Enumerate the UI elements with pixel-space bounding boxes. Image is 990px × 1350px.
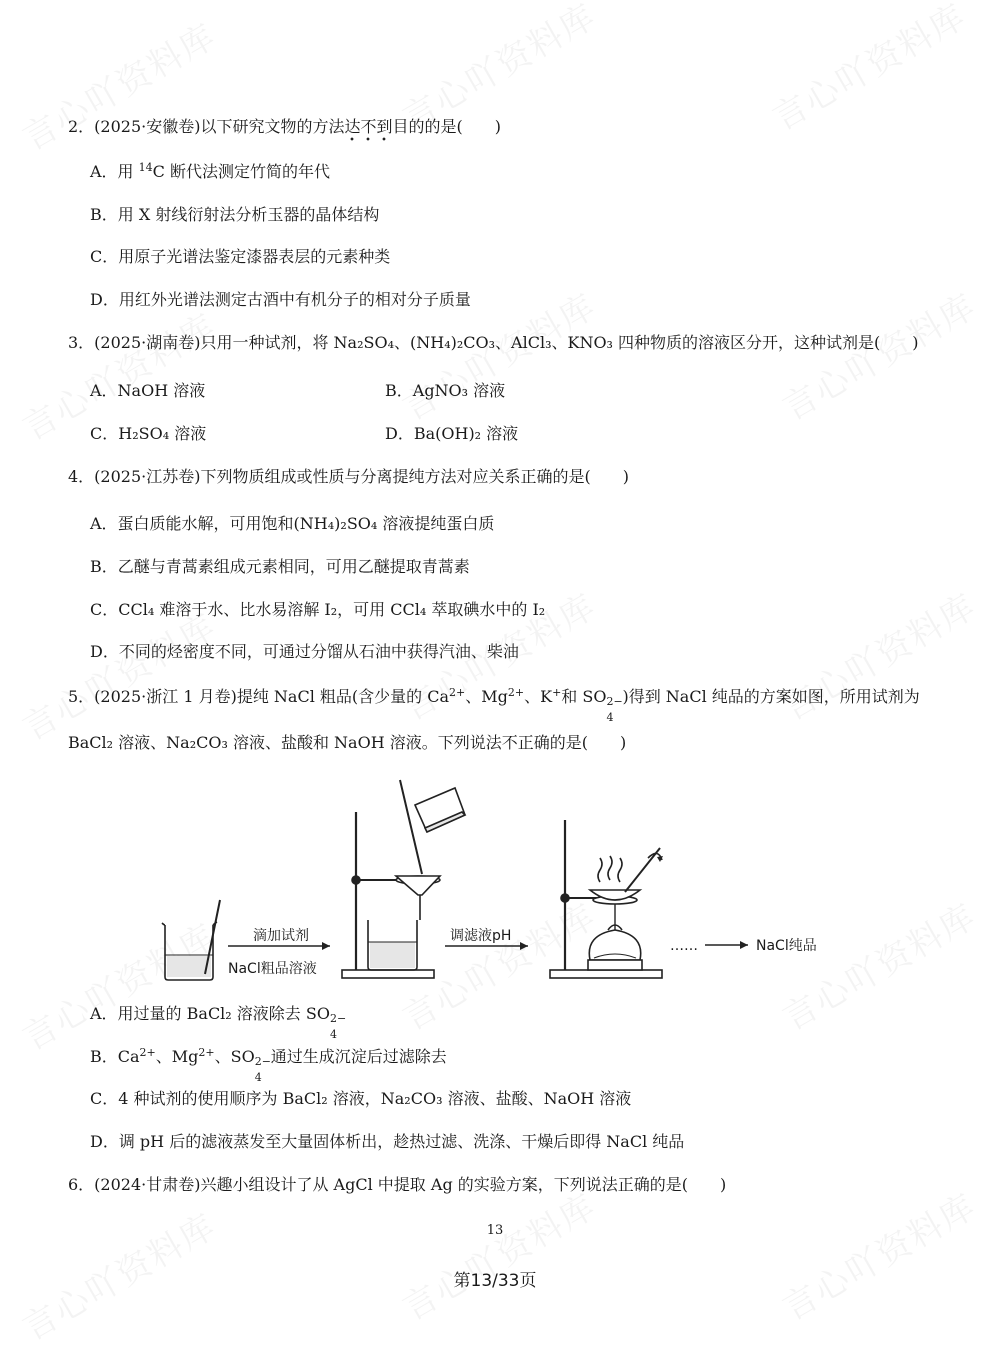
question-5-stem-line2: BaCl₂ 溶液、Na₂CO₃ 溶液、盐酸和 NaOH 溶液。下列说法不正确的是( ) [68,733,627,752]
emphasis-text: 达不到 [344,117,392,142]
label-adjust-ph: 调滤液pH [450,928,512,944]
question-2-option-b: B．用 X 射线衍射法分析玉器的晶体结构 [90,205,380,224]
question-5-option-d: D．调 pH 后的滤液蒸发至大量固体析出，趁热过滤、洗涤、干燥后即得 NaCl 纯品 [90,1132,685,1151]
question-2-option-c: C．用原子光谱法鉴定漆器表层的元素种类 [90,247,391,266]
label-add-reagent: 滴加试剂 [253,928,309,944]
question-4-option-a: A．蛋白质能水解，可用饱和(NH₄)₂SO₄ 溶液提纯蛋白质 [90,514,495,533]
watermark [762,0,974,140]
page-number: 13 [486,1223,504,1238]
question-2-stem: 2．(2025·安徽卷)以下研究文物的方法达不到目的的是( ) [68,117,501,137]
watermark [772,1179,984,1329]
watermark [772,579,984,729]
label-pure-nacl: NaCl纯品 [756,938,817,954]
watermark [12,599,224,749]
question-3-stem: 3．(2025·湖南卷)只用一种试剂，将 Na₂SO₄、(NH₄)₂CO₃、AlCl₃、KNO₃ 四种物质的溶液区分开，这种试剂是( ) [68,333,919,352]
page-footer: 第13/33页 [453,1271,537,1291]
label-crude-solution: NaCl粗品溶液 [228,961,317,977]
question-3-option-b: B．AgNO₃ 溶液 [385,381,506,400]
question-4-option-b: B．乙醚与青蒿素组成元素相同，可用乙醚提取青蒿素 [90,557,470,576]
beaker-icon [162,900,220,980]
evaporation-stand-icon [550,820,663,978]
question-4-stem: 4．(2025·江苏卷)下列物质组成或性质与分离提纯方法对应关系正确的是( ) [68,467,629,486]
question-5-option-b: B．$Ca^{2+}$、$Mg^{2+}$、SO 2− 4 通过生成沉淀后过滤除去 [90,1046,447,1084]
question-6-stem: 6．(2024·甘肃卷)兴趣小组设计了从 AgCl 中提取 Ag 的实验方案，下列说法正确的是( ) [68,1175,727,1194]
apparatus-figure [150,770,850,988]
watermark [772,279,984,429]
question-2-option-d: D．用红外光谱法测定古酒中有机分子的相对分子质量 [90,290,471,309]
filtration-stand-icon [342,780,465,978]
question-4-option-c: C．CCl₄ 难溶于水、比水易溶解 I₂，可用 CCl₄ 萃取碘水中的 I₂ [90,600,546,619]
label-dots: …… [670,938,698,954]
watermark [12,9,224,159]
question-3-option-d: D．Ba(OH)₂ 溶液 [385,424,519,443]
question-5-stem-line1: 5．(2025·浙江 1 月卷)提纯 NaCl 粗品(含少量的 $Ca^{2+}$、$Mg^{2+}$、K+和 SO 2− 4 )得到 NaCl 纯品的方案如图，所用试剂为 [68,686,920,724]
question-4-option-d: D．不同的烃密度不同，可通过分馏从石油中获得汽油、柴油 [90,642,519,661]
question-5-option-a: A．用过量的 BaCl₂ 溶液除去 SO 2− 4 [90,1004,347,1041]
watermark [392,1179,604,1329]
question-3-option-a: A．NaOH 溶液 [90,381,206,400]
question-2-option-a: A．用 $^{14}$C 断代法测定竹简的年代 [90,161,330,181]
question-3-option-c: C．H₂SO₄ 溶液 [90,424,207,443]
question-5-option-c: C．4 种试剂的使用顺序为 BaCl₂ 溶液，Na₂CO₃ 溶液、盐酸、NaOH 溶液 [90,1089,632,1108]
